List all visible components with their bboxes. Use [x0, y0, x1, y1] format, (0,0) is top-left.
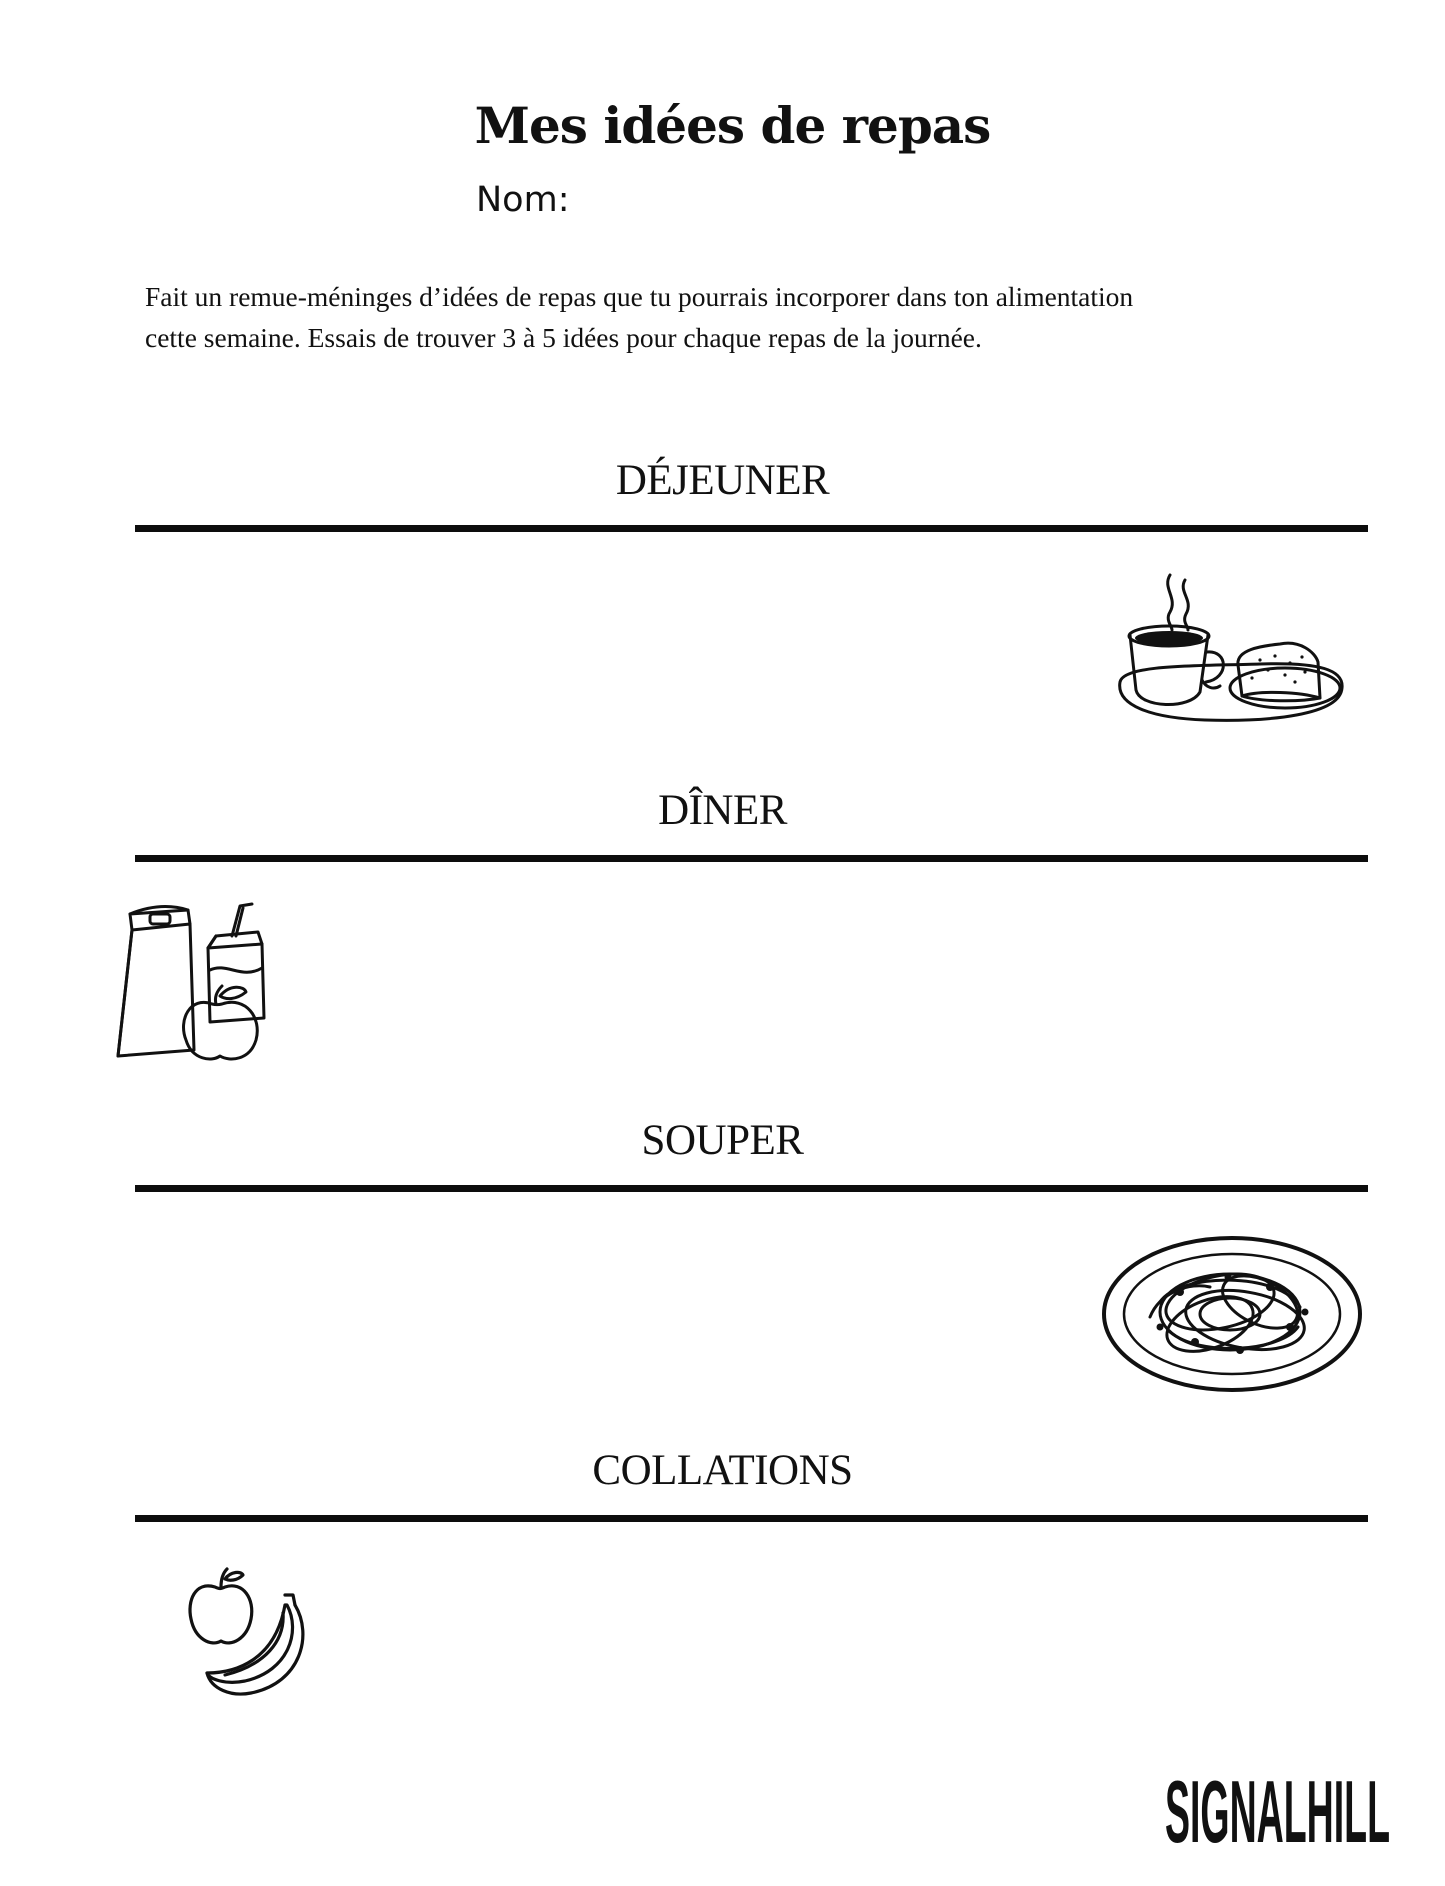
- instructions-line-2: cette semaine. Essais de trouver 3 à 5 idées pour chaque repas de la journée.: [145, 322, 982, 353]
- lunch-bag-icon: [112, 900, 282, 1065]
- spaghetti-plate-icon: [1100, 1232, 1365, 1397]
- section-title-souper: SOUPER: [641, 1117, 804, 1164]
- instructions-line-1: Fait un remue-méninges d’idées de repas que tu pourrais incorporer dans ton alimentation: [145, 281, 1134, 312]
- section-divider: [135, 1515, 1368, 1522]
- signalhill-logo: [1165, 1768, 1390, 1852]
- name-label: Nom:: [476, 180, 570, 220]
- page-title: Mes idées de repas: [474, 96, 991, 155]
- section-title-dejeuner: DÉJEUNER: [615, 457, 830, 504]
- apple-banana-icon: [185, 1565, 320, 1700]
- section-divider: [135, 855, 1368, 862]
- section-title-collations: COLLATIONS: [592, 1447, 853, 1494]
- coffee-toast-icon: [1110, 560, 1350, 725]
- section-divider: [135, 1185, 1368, 1192]
- instructions: [145, 276, 1325, 358]
- section-divider: [135, 525, 1368, 532]
- logo-text: SIGNALHILL: [1165, 1768, 1390, 1852]
- section-title-diner: DÎNER: [658, 787, 787, 834]
